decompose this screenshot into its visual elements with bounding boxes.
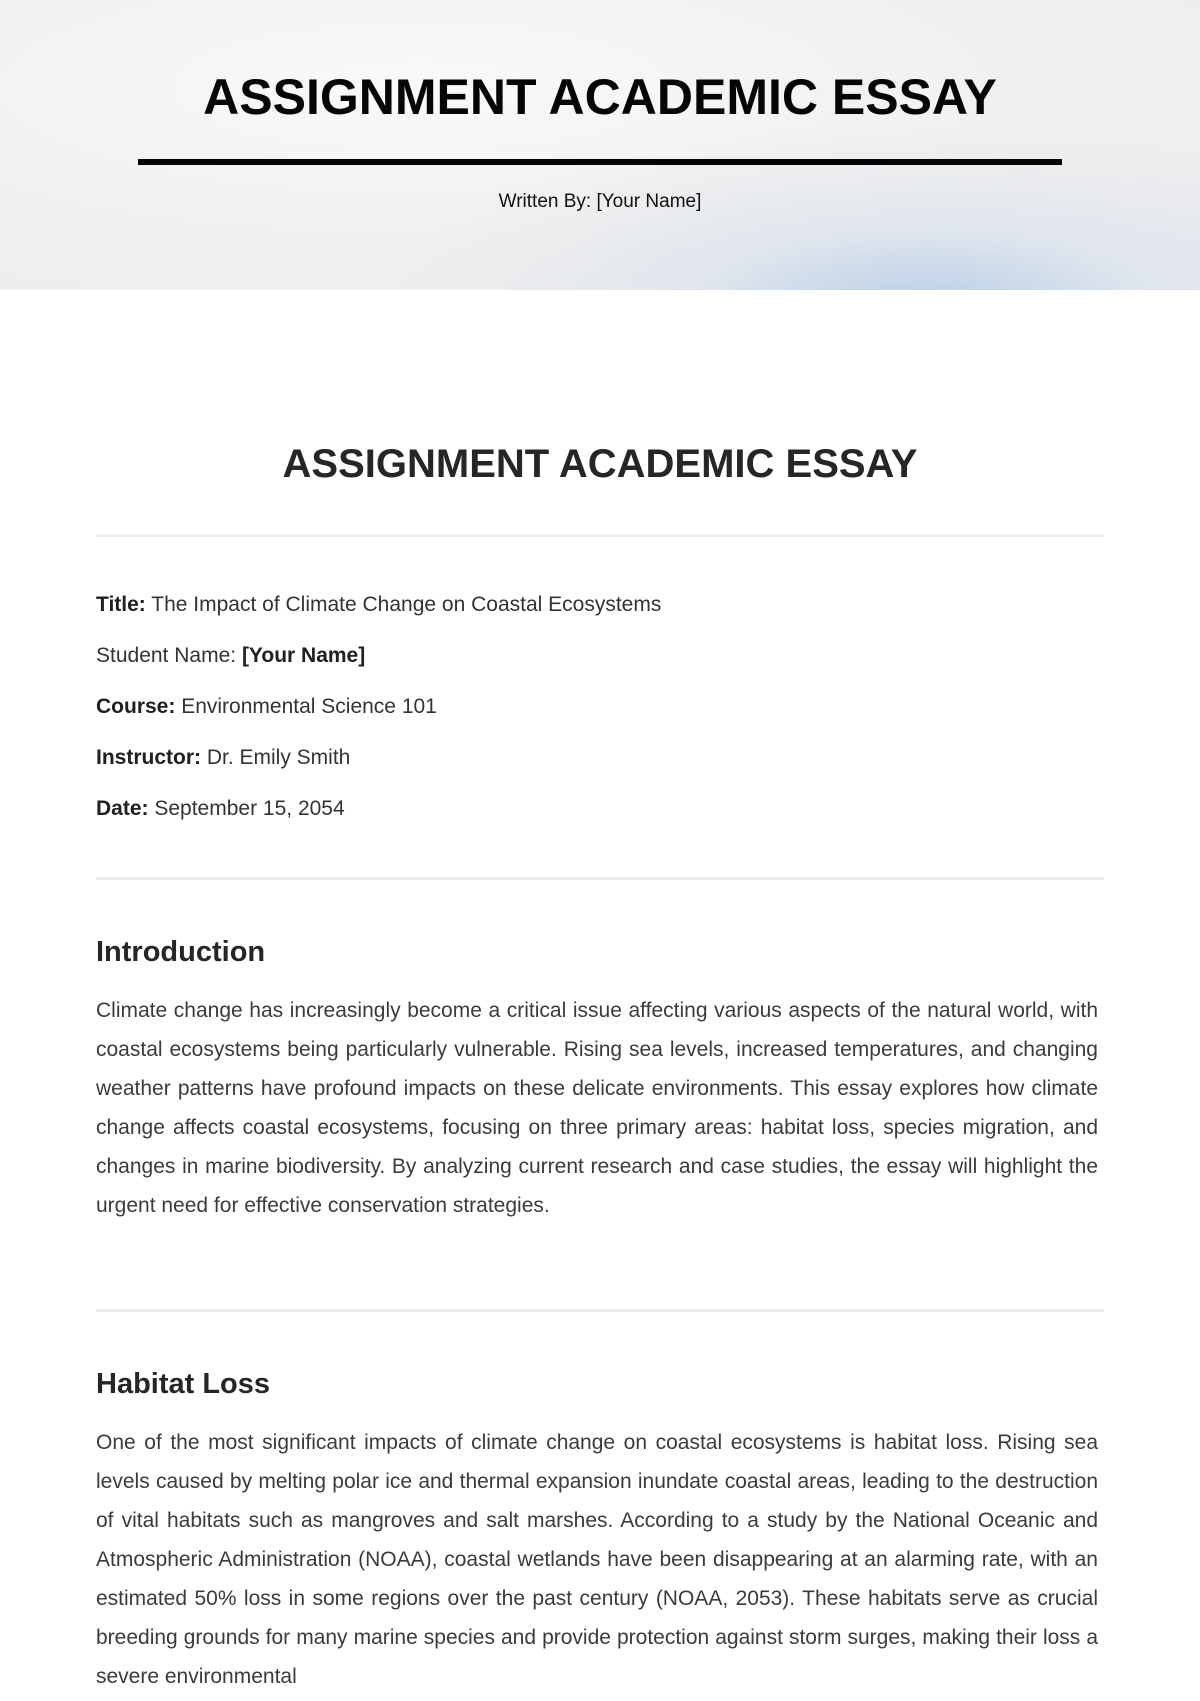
meta-date-value: September 15, 2054 (154, 797, 345, 820)
meta-title-label: Title: (96, 593, 146, 616)
meta-instructor-row (96, 743, 1104, 773)
meta-course-label: Course: (96, 695, 176, 718)
introduction-paragraph: Climate change has increasingly become a critical issue affecting various aspects of the natural world, with coastal ecosystems being particularly vulnerable. Rising sea levels, increased temperatures, and changing weather patterns have profound impacts on these delicate environments. This essay explores how climate change affects coastal ecosystems, focusing on three primary areas: habitat loss, species migration, and changes in marine biodiversity. By analyzing current research and case studies, the essay will highlight the urgent need for effective conservation strategies. (96, 999, 1098, 1217)
header-banner (0, 0, 1200, 290)
section-divider-meta (96, 877, 1104, 880)
header-divider (138, 159, 1062, 165)
meta-course-value: Environmental Science 101 (181, 695, 437, 718)
section-divider-introduction (96, 1309, 1104, 1312)
meta-date-row (96, 794, 1104, 824)
meta-title-row (96, 590, 1104, 620)
section-divider-top (96, 534, 1104, 537)
meta-date-label: Date: (96, 797, 149, 820)
meta-course-row (96, 692, 1104, 722)
document-title: ASSIGNMENT ACADEMIC ESSAY (282, 442, 918, 486)
introduction-heading: Introduction (96, 936, 266, 968)
habitat-loss-paragraph: One of the most significant impacts of climate change on coastal ecosystems is habitat loss. Rising sea levels caused by melting polar ice and thermal expansion inundate coastal areas, leading to the destruction of vital habitats such as mangroves and salt marshes. According to a study by the National Oceanic and Atmospheric Administration (NOAA), coastal wetlands have been disappearing at an alarming rate, with an estimated 50% loss in some regions over the past century (NOAA, 2053). These habitats serve as crucial breeding grounds for many marine species and provide protection against storm surges, making their loss a severe environmental (96, 1431, 1098, 1688)
author-byline: Written By: [Your Name] (498, 191, 702, 212)
meta-student-value: [Your Name] (241, 644, 366, 667)
meta-student-row (96, 641, 1104, 671)
meta-student-label: Student Name: (96, 644, 237, 667)
meta-instructor-label: Instructor: (96, 746, 201, 769)
habitat-loss-heading: Habitat Loss (96, 1368, 271, 1400)
meta-instructor-value: Dr. Emily Smith (206, 746, 351, 769)
header-title: ASSIGNMENT ACADEMIC ESSAY (203, 69, 997, 125)
meta-title-value: The Impact of Climate Change on Coastal Ecosystems (151, 593, 662, 616)
